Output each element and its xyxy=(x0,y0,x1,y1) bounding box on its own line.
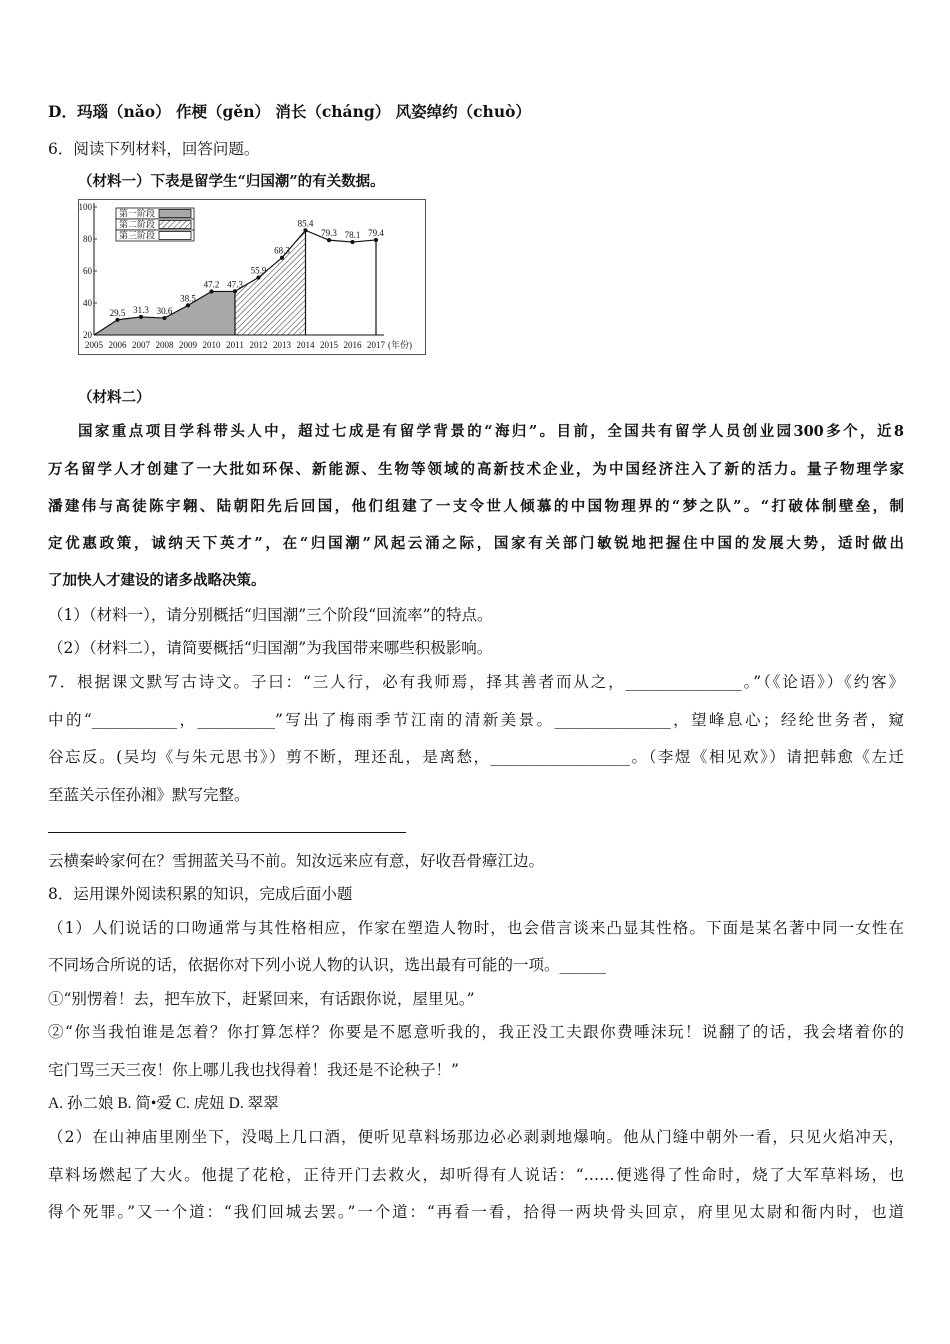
data-label: 79.3 xyxy=(321,228,337,239)
legend-entry: 第二阶段 xyxy=(119,219,156,230)
chart-svg xyxy=(78,199,426,355)
material-2-line-5: 了加快人才建设的诸多战略决策。 xyxy=(48,572,266,589)
question-7-line-1: 7．根据课文默写古诗文。子曰：“三人行，必有我师焉，择其善者而从之，_______________。”（《论语》）《约客》 xyxy=(48,673,904,691)
data-label: 47.2 xyxy=(203,279,220,290)
x-tick-label: 2005 xyxy=(85,340,103,350)
material-2-line-4: 定优惠政策，诚纳天下英才”，在“归国潮”风起云涌之际，国家有关部门敏锐地把握住中国的发展大势，适时做出 xyxy=(48,535,904,552)
data-point xyxy=(350,240,354,244)
option-d: D．玛瑙（nǎo） 作梗（gěn） 消长（cháng） 风姿绰约（chuò） xyxy=(48,102,531,121)
material-1-heading: （材料一）下表是留学生“归国潮”的有关数据。 xyxy=(78,173,385,190)
data-point xyxy=(186,303,190,307)
x-tick-label: 2014 xyxy=(296,340,315,350)
x-tick-label: 2011 xyxy=(226,340,244,350)
material-2-heading: （材料二） xyxy=(78,389,151,406)
quote-2-line-2: 宅门骂三天三夜！你上哪儿我也找得着！我还是不论秧子！” xyxy=(48,1061,459,1079)
stage-area-3 xyxy=(306,230,377,335)
question-8-options: A. 孙二娘 B. 简•爱 C. 虎妞 D. 翠翠 xyxy=(48,1095,279,1112)
data-point xyxy=(280,256,284,260)
data-point xyxy=(303,228,307,232)
legend-swatch xyxy=(159,232,191,240)
data-label: 47.3 xyxy=(227,279,243,290)
return-rate-chart xyxy=(78,199,426,355)
question-8-2-line-3: 得个死罪。”又一个道：“我们回城去罢。”一个道：“再看一看，拾得一两块骨头回京，府里见太尉和衙内时，也道 xyxy=(48,1203,904,1221)
legend-swatch xyxy=(159,221,191,229)
x-tick-label: 2009 xyxy=(179,340,197,350)
data-point xyxy=(233,289,237,293)
x-tick-label: 2006 xyxy=(108,340,127,350)
poem-answer: 云横秦岭家何在？雪拥蓝关马不前。知汝远来应有意，好收吾骨瘴江边。 xyxy=(48,852,545,870)
material-2-line-2: 万名留学人才创建了一大批如环保、新能源、生物等领域的高新技术企业，为中国经济注入了新的活力。量子物理学家 xyxy=(48,461,904,478)
material-2-line-3: 潘建伟与高徒陈宇翱、陆朝阳先后回国，他们组建了一支令世人倾慕的中国物理界的“梦之队”。“打破体制壁垒，制 xyxy=(48,498,904,515)
x-tick-label: 2010 xyxy=(202,340,221,350)
question-8-2-line-1: （2）在山神庙里刚坐下，没喝上几口酒，便听见草料场那边必必剥剥地爆响。他从门缝中朝外一看，只见火焰冲天， xyxy=(48,1128,904,1146)
data-label: 78.1 xyxy=(344,230,361,241)
data-label: 31.3 xyxy=(133,304,149,315)
question-6-title: 6．阅读下列材料，回答问题。 xyxy=(48,140,260,158)
x-tick-label: 2012 xyxy=(249,340,268,350)
data-label: 68.3 xyxy=(274,245,290,256)
legend-entry: 第三阶段 xyxy=(119,230,156,241)
y-tick-label: 80 xyxy=(83,234,92,244)
question-7-line-3: 谷忘反。(吴均《与朱元思书》）剪不断，理还乱，是离愁，__________________。（李煜《相见欢》）请把韩愈《左迁 xyxy=(48,748,904,766)
y-tick-label: 100 xyxy=(78,202,92,212)
data-point xyxy=(209,289,213,293)
x-tick-label: 2017 xyxy=(367,340,385,350)
question-8-1-line-2: 不同场合所说的话，依据你对下列小说人物的认识，选出最有可能的一项。______ xyxy=(48,956,607,974)
answer-blank-line xyxy=(48,832,406,833)
question-6-2: （2）（材料二），请简要概括“归国潮”为我国带来哪些积极影响。 xyxy=(48,639,493,657)
x-tick-label: 2007 xyxy=(132,340,150,350)
question-6-1: （1）（材料一），请分别概括“归国潮”三个阶段“回流率”的特点。 xyxy=(48,606,493,624)
question-8-title: 8．运用课外阅读积累的知识，完成后面小题 xyxy=(48,885,353,903)
data-point xyxy=(374,238,378,242)
question-8-2-line-2: 草料场燃起了大火。他提了花枪，正待开门去救火，却听得有人说话：“……便逃得了性命时，烧了大军草料场，也 xyxy=(48,1166,904,1184)
question-7-line-2: 中的“___________，__________”写出了梅雨季节江南的清新美景。_______________，望峰息心；经纶世务者，窥 xyxy=(48,711,904,729)
data-label: 38.5 xyxy=(180,293,196,304)
question-7-line-4: 至蓝关示侄孙湘》默写完整。 xyxy=(48,786,250,804)
data-label: 79.4 xyxy=(368,227,384,238)
data-point xyxy=(162,316,166,320)
data-point xyxy=(256,275,260,279)
data-point xyxy=(327,238,331,242)
data-point xyxy=(115,318,119,322)
quote-1: ①“别愣着！去，把车放下，赶紧回来，有话跟你说，屋里见。” xyxy=(48,990,475,1008)
x-axis-unit: (年份) xyxy=(388,340,412,350)
data-label: 85.4 xyxy=(297,218,314,229)
y-tick-label: 40 xyxy=(83,298,92,308)
x-tick-label: 2016 xyxy=(343,340,362,350)
legend-swatch xyxy=(159,210,191,218)
y-tick-label: 60 xyxy=(83,266,92,276)
data-label: 29.5 xyxy=(109,307,126,318)
x-tick-label: 2015 xyxy=(320,340,338,350)
x-tick-label: 2013 xyxy=(273,340,291,350)
legend-entry: 第一阶段 xyxy=(119,208,156,219)
data-label: 30.6 xyxy=(156,306,173,317)
material-2-line-1: 国家重点项目学科带头人中，超过七成是有留学背景的“海归”。目前，全国共有留学人员创业园300多个，近8 xyxy=(78,423,904,440)
y-tick-label: 20 xyxy=(83,330,92,340)
data-point xyxy=(139,315,143,319)
quote-2-line-1: ②“你当我怕谁是怎着？你打算怎样？你要是不愿意听我的，我正没工夫跟你费唾沫玩！说翻了的话，我会堵着你的 xyxy=(48,1023,904,1041)
question-8-1-line-1: （1）人们说话的口吻通常与其性格相应，作家在塑造人物时，也会借言谈来凸显其性格。下面是某名著中同一女性在 xyxy=(48,919,904,937)
data-label: 55.9 xyxy=(250,265,267,276)
x-tick-label: 2008 xyxy=(155,340,174,350)
